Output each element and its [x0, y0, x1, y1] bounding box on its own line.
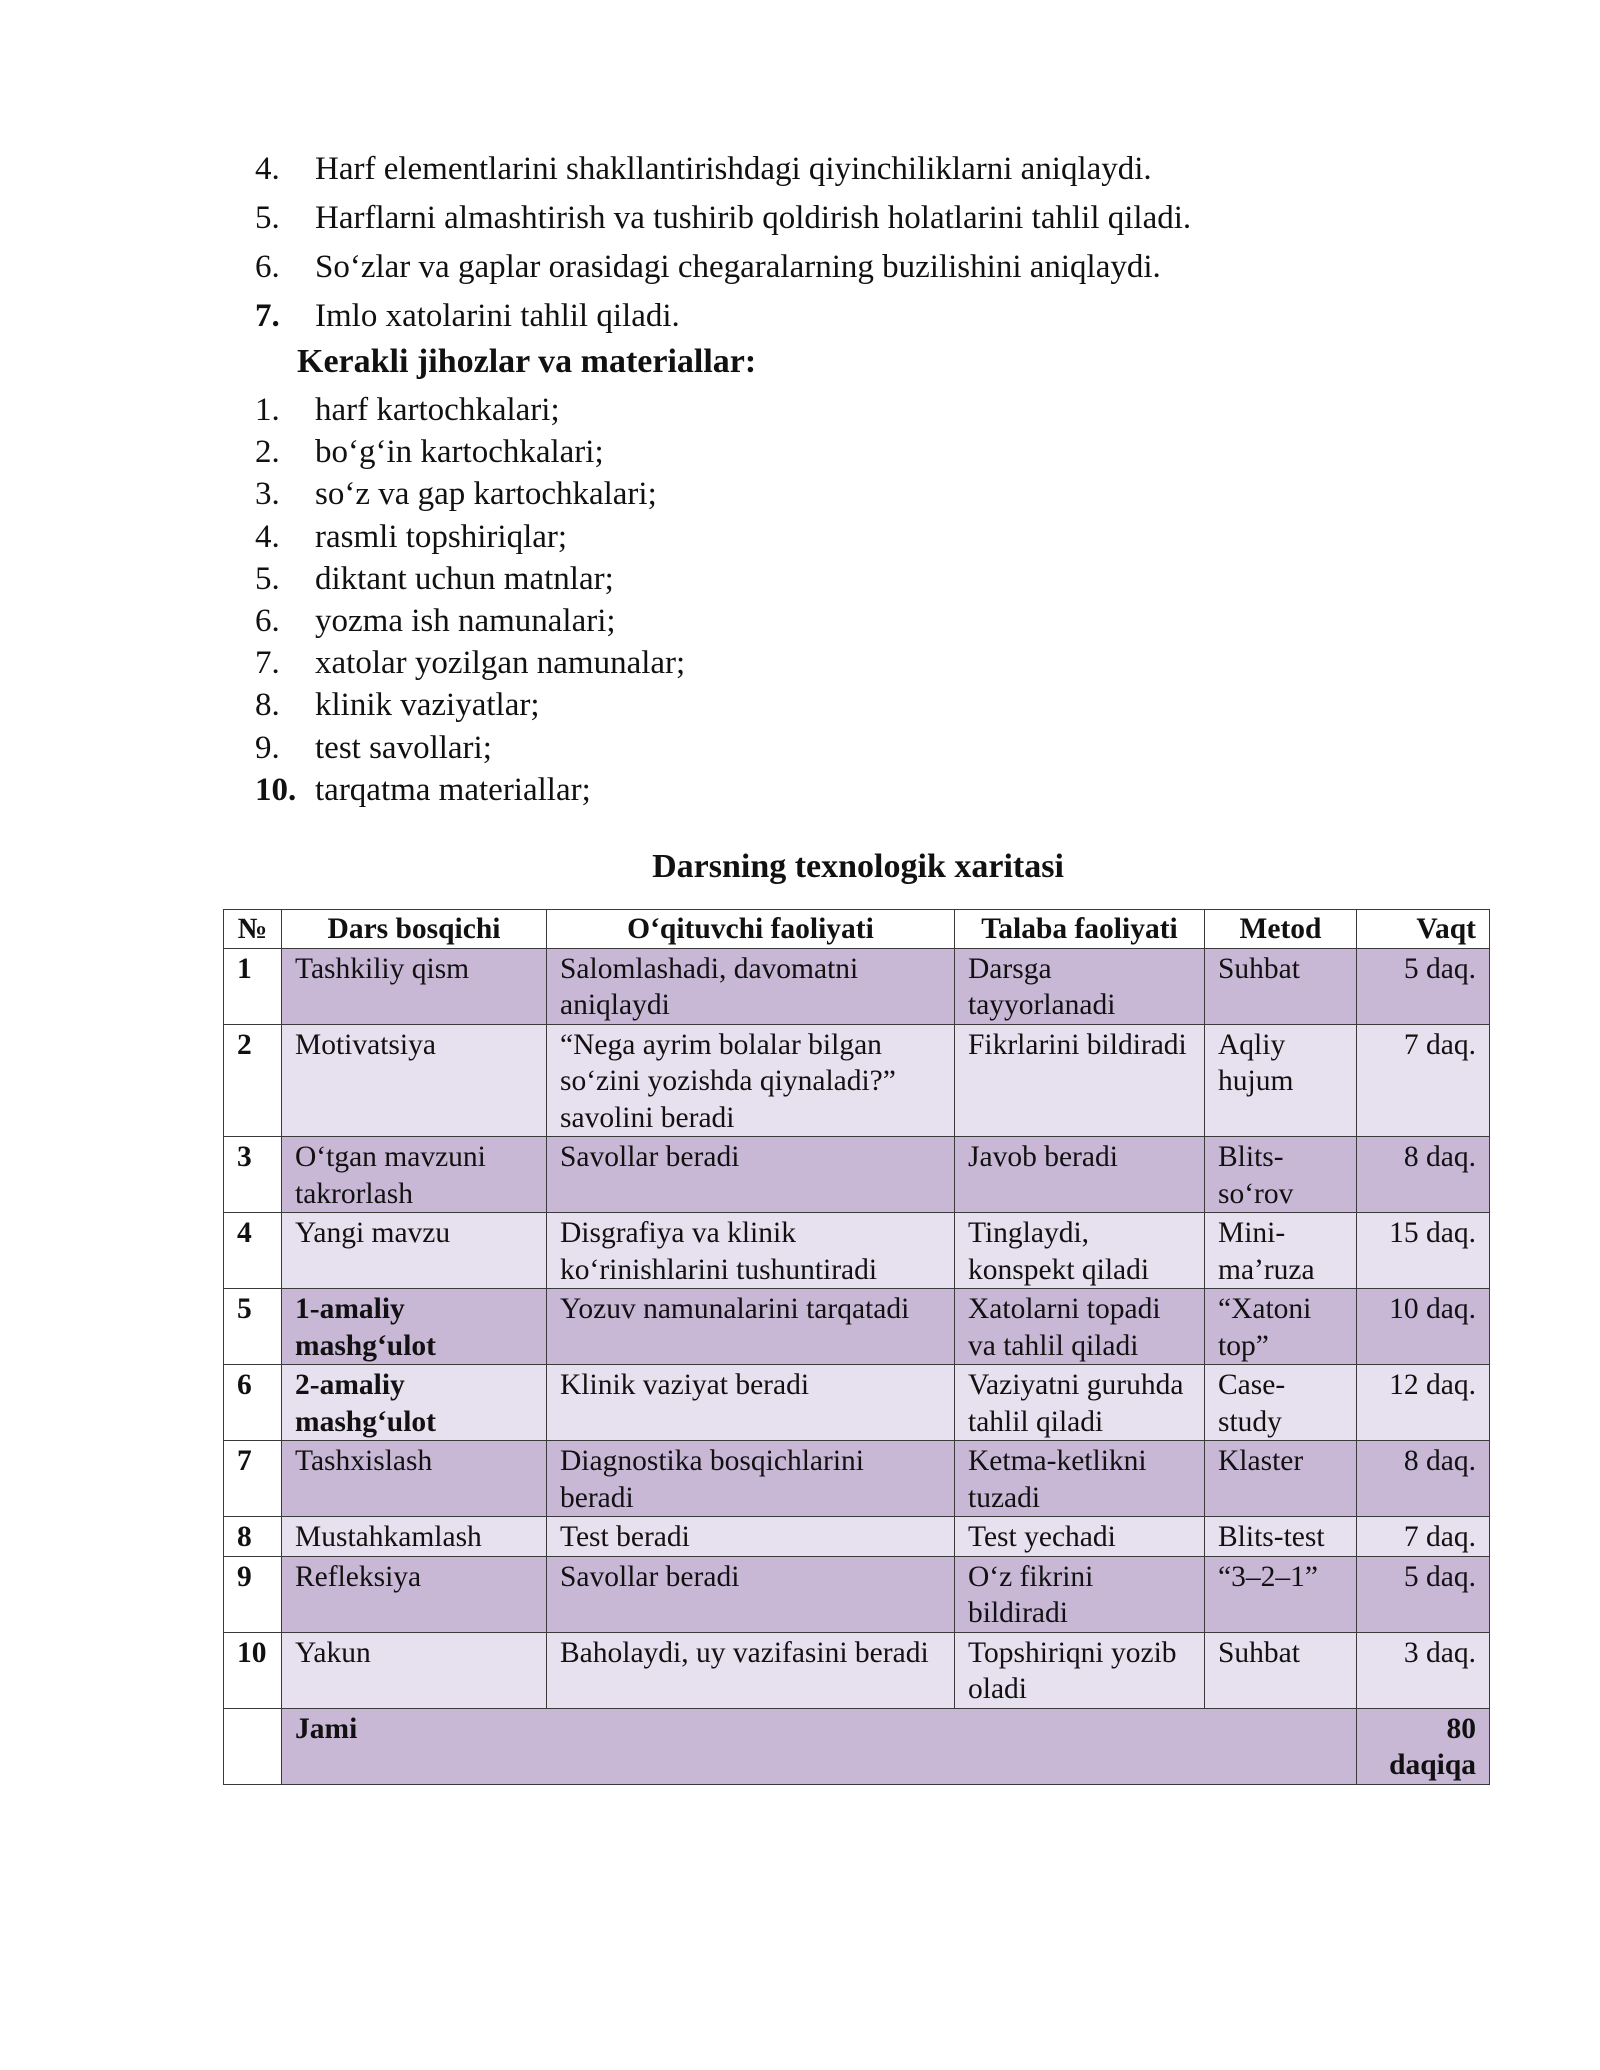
list-item — [255, 516, 685, 558]
table-row — [224, 1213, 1490, 1289]
list-item-text: test savollari; — [315, 729, 492, 766]
list-item-text: bo‘g‘in kartochkalari; — [315, 434, 604, 471]
table-row — [224, 1024, 1490, 1137]
row-number: 6 — [224, 1365, 282, 1441]
table-header-row — [224, 910, 1490, 949]
list-number: 8. — [255, 687, 280, 724]
teacher-activity-cell: Test beradi — [547, 1517, 955, 1557]
list-item-text: harf kartochkalari; — [315, 392, 560, 428]
stage-cell: Mustahkamlash — [282, 1517, 547, 1557]
list-number: 6. — [255, 249, 280, 285]
list-item-text: rasmli topshiriqlar; — [315, 518, 568, 555]
header-number: № — [224, 910, 282, 949]
student-activity-cell: Ketma-ketlikni tuzadi — [955, 1441, 1205, 1517]
method-cell: Blits-so‘rov — [1205, 1137, 1357, 1213]
materials-heading: Kerakli jihozlar va materiallar: — [297, 343, 757, 380]
time-cell: 5 daq. — [1357, 1556, 1490, 1632]
method-cell: “Xatoni top” — [1205, 1289, 1357, 1365]
student-activity-cell: O‘z fikrini bildiradi — [955, 1556, 1205, 1632]
stage-cell: Tashxislash — [282, 1441, 547, 1517]
list-item-text: So‘zlar va gaplar orasidagi chegaralarning buzilishini aniqlaydi. — [315, 249, 1161, 285]
header-method: Metod — [1205, 910, 1357, 949]
stage-cell: Refleksiya — [282, 1556, 547, 1632]
list-item — [255, 473, 685, 515]
student-activity-cell: Javob beradi — [955, 1137, 1205, 1213]
table-row — [224, 1556, 1490, 1632]
student-activity-cell: Topshiriqni yozib oladi — [955, 1632, 1205, 1708]
list-number: 1. — [255, 392, 280, 428]
table-row — [224, 1365, 1490, 1441]
method-cell: Suhbat — [1205, 1632, 1357, 1708]
list-item-text: klinik vaziyatlar; — [315, 687, 540, 724]
row-number: 2 — [224, 1024, 282, 1137]
total-label: Jami — [282, 1708, 1357, 1784]
student-activity-cell: Test yechadi — [955, 1517, 1205, 1557]
list-item — [255, 727, 685, 769]
student-activity-cell: Vaziyatni guruhda tahlil qiladi — [955, 1365, 1205, 1441]
header-stage: Dars bosqichi — [282, 910, 547, 949]
table-title: Darsning texnologik xaritasi — [652, 848, 1064, 885]
teacher-activity-cell: Disgrafiya va klinik ko‘rinishlarini tushuntiradi — [547, 1213, 955, 1289]
student-activity-cell: Tinglaydi, konspekt qiladi — [955, 1213, 1205, 1289]
list-item-text: Harf elementlarini shakllantirishdagi qiyinchiliklarni aniqlaydi. — [315, 151, 1152, 187]
row-number — [224, 1708, 282, 1784]
list-item-text: tarqatma materiallar; — [315, 771, 591, 808]
list-item — [255, 684, 685, 726]
method-cell: Suhbat — [1205, 948, 1357, 1024]
list-number: 7. — [255, 298, 280, 334]
list-item — [255, 243, 1191, 292]
total-value: 80 daqiqa — [1357, 1708, 1490, 1784]
time-cell: 7 daq. — [1357, 1024, 1490, 1137]
table-row — [224, 1632, 1490, 1708]
list-item — [255, 389, 685, 431]
list-item-text: xatolar yozilgan namunalar; — [315, 645, 686, 682]
lesson-plan-table — [223, 909, 1490, 1785]
header-teacher-activity: O‘qituvchi faoliyati — [547, 910, 955, 949]
teacher-activity-cell: Savollar beradi — [547, 1556, 955, 1632]
list-item — [255, 194, 1191, 243]
stage-cell: Tashkiliy qism — [282, 948, 547, 1024]
method-cell: “3–2–1” — [1205, 1556, 1357, 1632]
method-cell: Case-study — [1205, 1365, 1357, 1441]
table-total-row — [224, 1708, 1490, 1784]
list-item-text: so‘z va gap kartochkalari; — [315, 476, 657, 513]
time-cell: 8 daq. — [1357, 1441, 1490, 1517]
stage-cell: Yakun — [282, 1632, 547, 1708]
list-number: 2. — [255, 434, 280, 471]
row-number: 5 — [224, 1289, 282, 1365]
header-student-activity: Talaba faoliyati — [955, 910, 1205, 949]
method-cell: Aqliy hujum — [1205, 1024, 1357, 1137]
teacher-activity-cell: Baholaydi, uy vazifasini beradi — [547, 1632, 955, 1708]
list-item — [255, 600, 685, 642]
materials-list — [255, 389, 685, 811]
time-cell: 3 daq. — [1357, 1632, 1490, 1708]
list-item — [255, 431, 685, 473]
table-row — [224, 1289, 1490, 1365]
student-activity-cell: Fikrlarini bildiradi — [955, 1024, 1205, 1137]
stage-cell: 1-amaliy mashg‘ulot — [282, 1289, 547, 1365]
row-number: 9 — [224, 1556, 282, 1632]
time-cell: 15 daq. — [1357, 1213, 1490, 1289]
row-number: 1 — [224, 948, 282, 1024]
list-item — [255, 558, 685, 600]
list-number: 4. — [255, 151, 280, 187]
time-cell: 7 daq. — [1357, 1517, 1490, 1557]
list-item-text: Harflarni almashtirish va tushirib qoldirish holatlarini tahlil qiladi. — [315, 200, 1192, 236]
table-row — [224, 1137, 1490, 1213]
list-item — [255, 145, 1191, 194]
method-cell: Klaster — [1205, 1441, 1357, 1517]
list-item — [255, 769, 685, 811]
row-number: 8 — [224, 1517, 282, 1557]
list-number: 10. — [255, 771, 297, 808]
method-cell: Blits-test — [1205, 1517, 1357, 1557]
stage-cell: Yangi mavzu — [282, 1213, 547, 1289]
header-time: Vaqt — [1357, 910, 1490, 949]
teacher-activity-cell: Salomlashadi, davomatni aniqlaydi — [547, 948, 955, 1024]
row-number: 4 — [224, 1213, 282, 1289]
list-item — [255, 292, 1191, 341]
list-item-text: yozma ish namunalari; — [315, 602, 616, 639]
list-number: 6. — [255, 602, 280, 639]
stage-cell: O‘tgan mavzuni takrorlash — [282, 1137, 547, 1213]
time-cell: 5 daq. — [1357, 948, 1490, 1024]
time-cell: 8 daq. — [1357, 1137, 1490, 1213]
list-number: 5. — [255, 560, 280, 597]
teacher-activity-cell: Yozuv namunalarini tarqatadi — [547, 1289, 955, 1365]
stage-cell: 2-amaliy mashg‘ulot — [282, 1365, 547, 1441]
time-cell: 10 daq. — [1357, 1289, 1490, 1365]
method-cell: Mini-ma’ruza — [1205, 1213, 1357, 1289]
teacher-activity-cell: Savollar beradi — [547, 1137, 955, 1213]
time-cell: 12 daq. — [1357, 1365, 1490, 1441]
student-activity-cell: Xatolarni topadi va tahlil qiladi — [955, 1289, 1205, 1365]
list-number: 7. — [255, 645, 280, 682]
list-item-text: diktant uchun matnlar; — [315, 560, 614, 597]
row-number: 7 — [224, 1441, 282, 1517]
stage-cell: Motivatsiya — [282, 1024, 547, 1137]
student-activity-cell: Darsga tayyorlanadi — [955, 948, 1205, 1024]
list-number: 9. — [255, 729, 280, 766]
list-number: 3. — [255, 476, 280, 513]
list-number: 5. — [255, 200, 280, 236]
list-number: 4. — [255, 518, 280, 555]
table-row — [224, 1517, 1490, 1557]
teacher-activity-cell: Klinik vaziyat beradi — [547, 1365, 955, 1441]
table-row — [224, 948, 1490, 1024]
row-number: 3 — [224, 1137, 282, 1213]
teacher-activity-cell: “Nega ayrim bolalar bilgan so‘zini yozishda qiynaladi?” savolini beradi — [547, 1024, 955, 1137]
row-number: 10 — [224, 1632, 282, 1708]
learning-outcomes-list — [255, 145, 1191, 341]
teacher-activity-cell: Diagnostika bosqichlarini beradi — [547, 1441, 955, 1517]
list-item-text: Imlo xatolarini tahlil qiladi. — [315, 298, 680, 334]
table-row — [224, 1441, 1490, 1517]
list-item — [255, 642, 685, 684]
